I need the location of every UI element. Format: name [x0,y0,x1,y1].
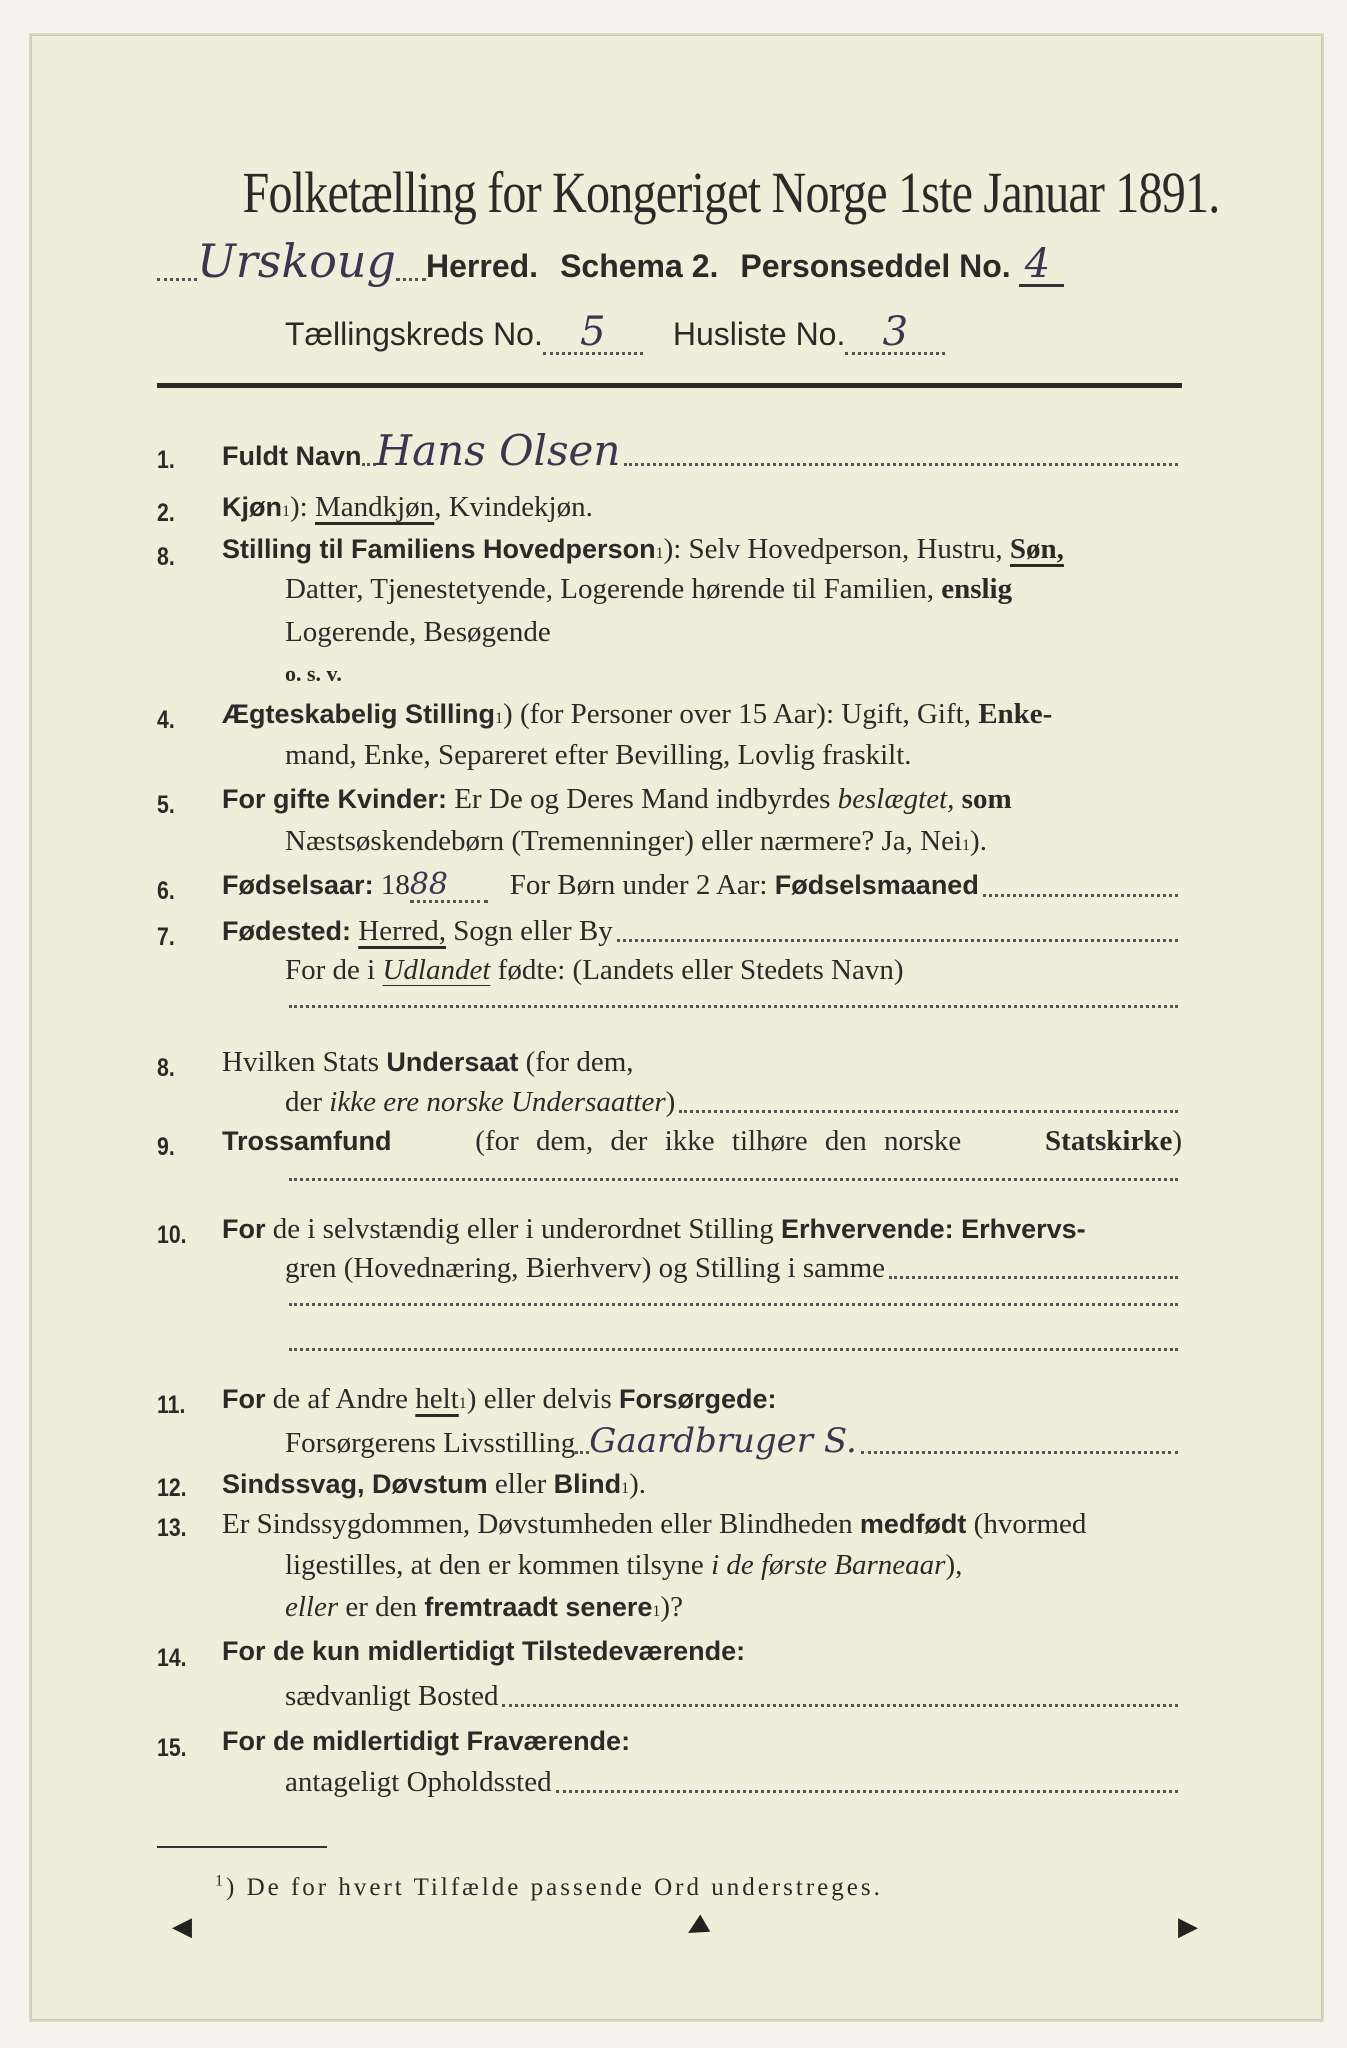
punct: )? [660,1591,683,1623]
temporary-absent-label: For de midlertidigt Fraværende: [222,1726,631,1756]
disability-text: eller [494,1468,547,1500]
marital-status-label: Ægteskabelig Stilling [222,699,496,729]
usual-residence-line [285,1681,1182,1713]
registration-mark-center-icon: ◀ [679,1909,712,1945]
abroad-field[interactable] [289,1005,1178,1008]
item-citizenship [222,1047,634,1079]
disability-label: Sindssvag, Døvstum [222,1469,488,1499]
item-disability-onset [222,1509,1086,1541]
citizenship-label: Undersaat [386,1047,519,1077]
registration-mark-left-icon: ◀ [172,1912,192,1941]
onset-text: Er Sindssygdommen, Døvstumheden eller Blindheden [222,1508,853,1540]
usual-residence-label: sædvanligt Bosted [285,1680,499,1712]
footnote-marker: 1 [215,1872,226,1890]
married-women-text: Er De og Deres Mand indbyrdes [454,783,831,815]
supported-label: For [222,1384,266,1414]
personseddel-label: Personseddel No. [740,248,1011,284]
herred-label: Herred. [426,248,539,284]
birth-month-label: Fødselsmaaned [774,870,979,900]
item-number: 11. [157,1391,186,1419]
item-number: 4. [157,706,175,734]
supporter-occupation-label: Forsørgerens Livsstilling [285,1427,576,1459]
item-number: 8. [157,543,175,571]
birthplace-field[interactable] [617,939,1178,942]
item-number: 6. [157,877,175,905]
presumed-residence-line [285,1767,1182,1799]
punct: ). [629,1468,647,1500]
item-married-women [222,784,1012,816]
birth-month-field[interactable] [983,894,1178,897]
schema-label: Schema 2. [560,248,719,284]
item-number: 2. [157,499,175,527]
occupation-field-line3 [285,1348,1182,1357]
husliste-label: Husliste No. [672,316,846,352]
onset-bold: fremtraadt senere [424,1592,653,1622]
birth-month-note: For Børn under 2 Aar: [509,869,768,901]
household-options: ): Selv Hovedperson, Hustru, [663,533,1003,565]
supporter-occupation-line [285,1421,1182,1461]
birth-year-prefix: 18 [380,869,410,901]
item-number: 8. [157,1054,175,1082]
household-selected-option[interactable]: Søn, [1009,533,1064,565]
citizenship-text: (for dem, [525,1046,634,1078]
item-full-name [222,426,1182,475]
item-number: 9. [157,1133,175,1161]
full-name-label: Fuldt Navn [222,441,362,471]
religion-text: (for dem, der ikke tilhøre den norske [475,1125,962,1157]
occupation-field-line2 [285,1303,1182,1312]
household-options-line2 [285,574,1012,606]
kreds-label: Tællingskreds No. [285,316,543,352]
supported-text: de af Andre [272,1383,409,1415]
gender-other-option[interactable]: , Kvindekjøn. [434,491,593,523]
item-marital-status: Ægteskabelig Stilling 1 ) (for Personer over 15 Aar): Ugift, Gift, Enke- [222,698,1053,730]
household-options-etc: o. s. v. [285,661,342,686]
marital-options-text: mand, Enke, Separeret efter Bevilling, Lovlig fraskilt. [285,739,912,771]
footnote [215,1874,883,1902]
item-supported: For de af Andre helt 1 ) eller delvis Forsørgede: [222,1383,777,1415]
item-temporary-present [222,1637,745,1667]
abroad-field-line [285,1005,1182,1014]
religion-field[interactable] [289,1178,1178,1181]
citizenship-text: der [285,1086,323,1118]
religion-label: Trossamfund [222,1126,392,1156]
married-women-bold: som [961,783,1012,815]
birthplace-label: Fødested: [222,916,352,946]
item-religion [222,1126,1182,1158]
religion-bold: Statskirke [1045,1125,1173,1157]
married-women-label: For gifte Kvinder: [222,784,448,814]
abroad-text: For de i [285,954,376,986]
occupation-field-2[interactable] [289,1303,1178,1306]
item-household-position: Stilling til Familiens Hovedperson 1 ): Selv Hovedperson, Hustru, Søn, [222,533,1064,565]
marital-options-line2 [285,740,912,772]
punct: ) [1172,1125,1182,1157]
item-disability: Sindssvag, Døvstum eller Blind 1 ). [222,1468,647,1500]
full-name-value[interactable]: Hans Olsen [375,426,621,475]
personseddel-value: 4 [1019,244,1064,287]
birthplace-options: Sogn eller By [453,915,613,947]
item-number: 15. [157,1734,187,1762]
citizenship-field[interactable] [679,1110,1178,1113]
religion-field-line [285,1178,1182,1187]
presumed-residence-label: antageligt Opholdssted [285,1766,552,1798]
supported-bold: Forsørgede: [618,1384,777,1414]
disability-bold: Blind [553,1469,622,1499]
married-women-italic: beslægtet, [837,783,955,815]
onset-italic: i de første Barneaar [711,1549,946,1581]
usual-residence-field[interactable] [502,1704,1178,1707]
occupation-line2 [285,1253,1182,1285]
footnote-text: ) De for hvert Tilfælde passende Ord understreges. [226,1874,883,1901]
marital-option-enke: Enke- [978,698,1053,730]
punct: ), [945,1549,963,1581]
header-rule [157,383,1182,388]
occupation-text: de i selvstændig eller i underordnet Stilling [272,1213,774,1245]
occupation-field[interactable] [889,1276,1178,1279]
household-options-line4 [285,662,342,686]
birth-year-value[interactable]: 88 [410,870,488,903]
occupation-label: For [222,1214,266,1244]
citizenship-text: Hvilken Stats [222,1046,380,1078]
household-position-label: Stilling til Familiens Hovedperson [222,534,656,564]
item-gender: Kjøn 1 ): Mandkjøn , Kvindekjøn. [222,491,593,523]
item-number: 10. [157,1221,187,1249]
onset-line3: eller er den fremtraadt senere 1 )? [285,1591,683,1623]
supported-selected-option[interactable]: helt [415,1383,459,1415]
occupation-text: gren (Hovednæring, Bierhverv) og Stilling i samme [285,1252,886,1284]
gender-selected-option[interactable]: Mandkjøn [314,491,435,523]
household-options-line3 [285,617,551,649]
onset-italic: eller [285,1591,339,1623]
onset-text: er den [345,1591,418,1623]
abroad-text: fødte: (Landets eller Stedets Navn) [497,954,904,986]
household-options-text: Datter, Tjenestetyende, Logerende hørende til Familien, [285,573,934,605]
onset-line2 [285,1550,962,1582]
item-temporary-absent [222,1727,630,1757]
registration-mark-right-icon: ▶ [1178,1912,1198,1941]
item-number: 1. [157,446,175,474]
birthplace-abroad-line [285,955,904,987]
kreds-line [285,309,945,355]
item-number: 12. [157,1474,187,1502]
punct: ). [970,825,987,857]
item-birthplace [222,916,1182,948]
footnote-rule [157,1846,327,1848]
marital-options: ) (for Personer over 15 Aar): Ugift, Gift, [503,698,971,730]
item-birth-year [222,867,1182,903]
onset-text: ligestilles, at den er kommen tilsyne [285,1549,704,1581]
occupation-bold: Erhvervende: Erhvervs- [781,1214,1086,1244]
husliste-value: 3 [845,312,945,355]
item-occupation [222,1214,1086,1246]
birthplace-selected-option[interactable]: Herred, [358,915,447,947]
temporary-present-label: For de kun midlertidigt Tilstedeværende: [222,1636,746,1666]
form-title: Folketælling for Kongeriget Norge 1ste Januar 1891. [242,160,1220,225]
abroad-italic: Udlandet [382,954,491,986]
household-option-enslig: enslig [941,573,1013,605]
married-women-text: Næstsøskendebørn (Tremenninger) eller nærmere? Ja, Nei [285,825,963,857]
onset-text: (hvormed [973,1508,1087,1540]
occupation-field-3[interactable] [289,1348,1178,1351]
punct: ) [665,1086,676,1118]
item-number: 7. [157,923,175,951]
gender-label: Kjøn [222,492,282,522]
herred-value: Urskoug [197,234,397,288]
household-options-text: Logerende, Besøgende [285,616,551,648]
item-number: 14. [157,1644,187,1672]
item-number: 13. [157,1514,187,1542]
item-number: 5. [157,791,175,819]
married-women-line2: Næstsøskendebørn (Tremenninger) eller nærmere? Ja, Nei 1 ). [285,825,987,857]
citizenship-italic: ikke ere norske Undersaatter [329,1086,666,1118]
onset-bold: medfødt [859,1509,967,1539]
kreds-value: 5 [543,312,643,355]
citizenship-line2 [285,1087,1182,1119]
supporter-occupation-value[interactable]: Gaardbruger S. [589,1421,857,1461]
presumed-residence-field[interactable] [556,1790,1178,1793]
herred-line [157,234,1182,288]
supported-text: ) eller delvis [466,1383,612,1415]
birth-year-label: Fødselsaar: [222,870,374,900]
